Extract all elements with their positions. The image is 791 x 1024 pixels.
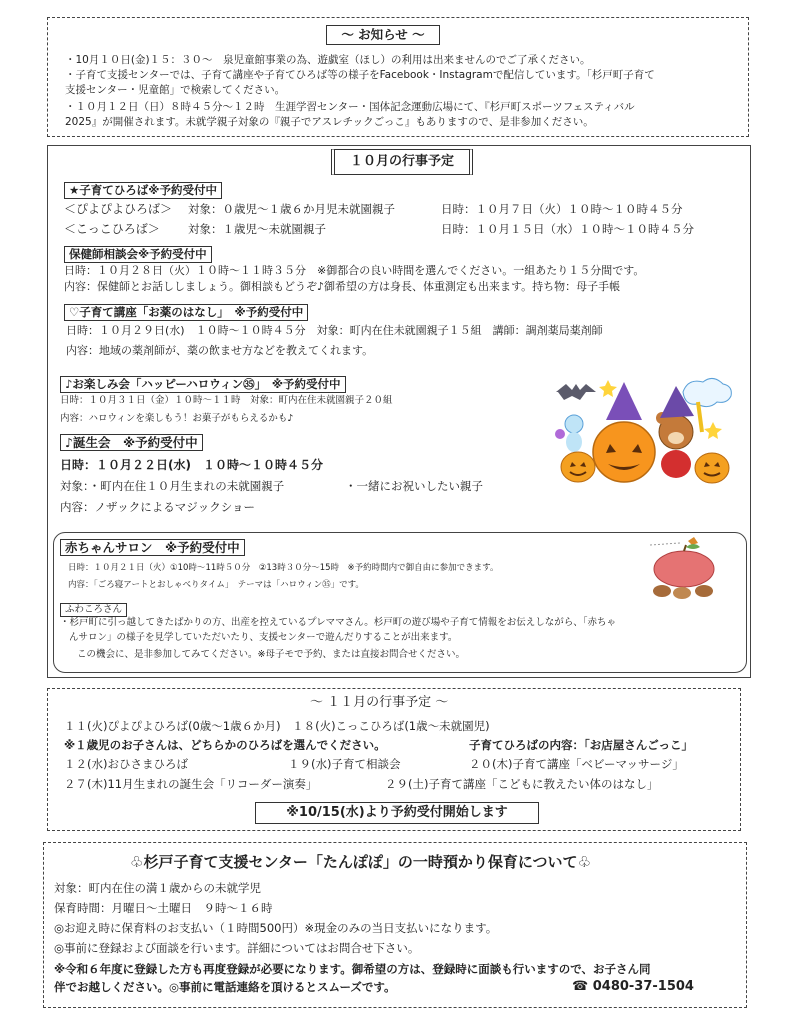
- childcare-box: [43, 842, 747, 1008]
- november-box: [47, 688, 741, 831]
- nov-line-3b: １９(水)子育て相談会: [288, 757, 401, 771]
- birthday-date: 日時：１０月２２日(水) １０時～１０時４５分: [60, 458, 323, 472]
- salon-desc-2: んサロン」の様子を見学していただいたり、支援センターで遊んだりすることが出来ます。: [69, 632, 458, 643]
- lecture-header: ♡子育て講座「お薬のはなし」 ※予約受付中: [64, 304, 308, 321]
- phone-row: [572, 979, 694, 995]
- salon-date: 日時：１０月２１日（火）①10時～11時５０分 ②13時３０分～15時 ※予約時間内で御自由に参加できます。: [68, 563, 499, 573]
- childcare-line-6: 伴でお越しください。◎事前に電話連絡を頂けるとスムーズです。: [54, 980, 396, 994]
- childcare-line-4: ◎事前に登録および面談を行います。詳細についてはお問合せ下さい。: [54, 941, 420, 955]
- health-line-1: 日時：１０月２８日（火）１０時～１１時３５分 ※御都合の良い時間を選んでください。一組あたり１５分間です。: [64, 264, 645, 277]
- childcare-line-3: ◎お迎え時に保育料のお支払い（１時間500円）※現金のみの当日支払いになります。: [54, 921, 498, 935]
- october-title: １０月の行事予定: [331, 149, 473, 175]
- kokko-target: 対象：１歳児～未就園親子: [188, 222, 326, 236]
- childcare-title-row: [130, 851, 591, 873]
- salon-content: 内容：「ごろ寝アートとおしゃべりタイム」 テーマは「ハロウィン㉟」です。: [68, 580, 364, 590]
- notice-box: [47, 17, 749, 137]
- piyo-date: 日時：１０月７日（火）１０時～１０時４５分: [441, 202, 683, 216]
- phone-icon: ☎: [572, 979, 589, 994]
- nov-line-2b: 子育てひろばの内容：「お店屋さんごっこ」: [469, 738, 694, 752]
- fuwakoro-header: ふわころさん: [60, 603, 127, 617]
- nov-line-4a: ２７(木)11月生まれの誕生会「リコーダー演奏」: [64, 777, 318, 791]
- birthday-header: ♪誕生会 ※予約受付中: [60, 434, 203, 451]
- health-line-2: 内容：保健師とお話ししましょう。御相談もどうぞ♪御希望の方は身長、体重測定も出来ます。持ち物：母子手帳: [64, 280, 621, 293]
- notice-line-4: ・１０月１２日（日）８時４５分～１２時 生涯学習センター・国体記念運動広場にて、『杉戸町スポーツフェスティバル: [65, 101, 635, 113]
- halloween-line-1: 日時：１０月３１日（金）１０時～１１時 対象：町内在住未就園親子２０組: [60, 395, 393, 406]
- tulip-icon-right: ♧: [577, 853, 592, 871]
- nov-line-3a: １２(水)おひさまひろば: [64, 757, 188, 771]
- reserve-notice: ※10/15(水)より予約受付開始します: [255, 802, 539, 824]
- phone-number: 0480-37-1504: [592, 979, 694, 994]
- hiroba-header: ★子育てひろば※予約受付中: [64, 182, 222, 199]
- nov-line-1a: １１(火)ぴよぴよひろば(0歳～1歳６か月) １８(火)こっこひろば(1歳～未就園児): [64, 719, 490, 733]
- salon-box: [53, 532, 747, 673]
- health-header: 保健師相談会※予約受付中: [64, 246, 212, 263]
- childcare-line-1: 対象：町内在住の満１歳からの未就学児: [54, 881, 261, 895]
- childcare-line-2: 保育時間：月曜日～土曜日 ９時～１６時: [54, 901, 273, 915]
- notice-line-5: 2025』が開催されます。未就学親子対象の『親子でアスレチックごっこ』もありますので、是非参加ください。: [65, 116, 594, 128]
- notice-line-1: ・10月１０日(金)１５：３０～ 泉児童館事業の為、遊戯室（ほし）の利用は出来ませんのでご了承ください。: [65, 54, 591, 66]
- nov-line-2a: ※１歳児のお子さんは、どちらかのひろばを選んでください。: [64, 738, 386, 752]
- halloween-line-2: 内容：ハロウィンを楽しもう！お菓子がもらえるかも♪: [60, 413, 294, 424]
- birthday-target-2: ・一緒にお祝いしたい親子: [345, 479, 483, 493]
- nov-line-3c: ２０(木)子育て講座「ベビーマッサージ」: [469, 757, 684, 771]
- kokko-name: ＜こっこひろば＞: [64, 222, 160, 236]
- november-title: ～ １１月の行事予定 ～: [310, 695, 449, 710]
- piyo-name: ＜ぴよぴよひろば＞: [64, 202, 173, 216]
- birthday-target-1: 対象：・町内在住１０月生まれの未就園親子: [60, 479, 285, 493]
- notice-title: ～ お知らせ ～: [326, 25, 440, 45]
- childcare-line-5: ※令和６年度に登録した方も再度登録が必要になります。御希望の方は、登録時に面談も行いますので、お子さん同: [54, 962, 651, 976]
- nov-line-4b: ２９(土)子育て講座「こどもに教えたい体のはなし」: [385, 777, 659, 791]
- notice-line-2: ・子育て支援センターでは、子育て講座や子育てひろば等の様子をFacebook・Instagramで配信しています。「杉戸町子育て: [65, 69, 655, 81]
- salon-header: 赤ちゃんサロン ※予約受付中: [60, 539, 245, 556]
- apple-illustration: [646, 533, 721, 605]
- kokko-date: 日時：１０月１５日（水）１０時～１０時４５分: [441, 222, 694, 236]
- lecture-line-1: 日時：１０月２９日(水) １０時～１０時４５分 対象：町内在住未就園親子１５組 講師：調剤薬局薬剤師: [66, 324, 603, 337]
- tulip-icon: ♧: [130, 853, 144, 871]
- halloween-illustration: [548, 372, 738, 492]
- lecture-line-2: 内容：地域の薬剤師が、薬の飲ませ方などを教えてくれます。: [66, 344, 374, 357]
- notice-line-3: 支援センター・児童館」で検索してください。: [65, 84, 286, 96]
- salon-desc-1: ・杉戸町に引っ越してきたばかりの方、出産を控えているプレママさん。杉戸町の遊び場や子育て情報をお伝えしながら、「赤ちゃ: [60, 617, 616, 628]
- salon-desc-3: この機会に、是非参加してみてください。※母子モで予約、または直接お問合せください。: [77, 649, 465, 660]
- birthday-content: 内容：ノザックによるマジックショー: [60, 500, 256, 514]
- piyo-target: 対象：０歳児～１歳６か月児未就園親子: [188, 202, 395, 216]
- october-box: [47, 145, 751, 678]
- childcare-title: 杉戸子育て支援センター「たんぽぽ」の一時預かり保育について: [143, 853, 578, 871]
- halloween-header: ♪お楽しみ会「ハッピーハロウィン㉟」 ※予約受付中: [60, 376, 346, 393]
